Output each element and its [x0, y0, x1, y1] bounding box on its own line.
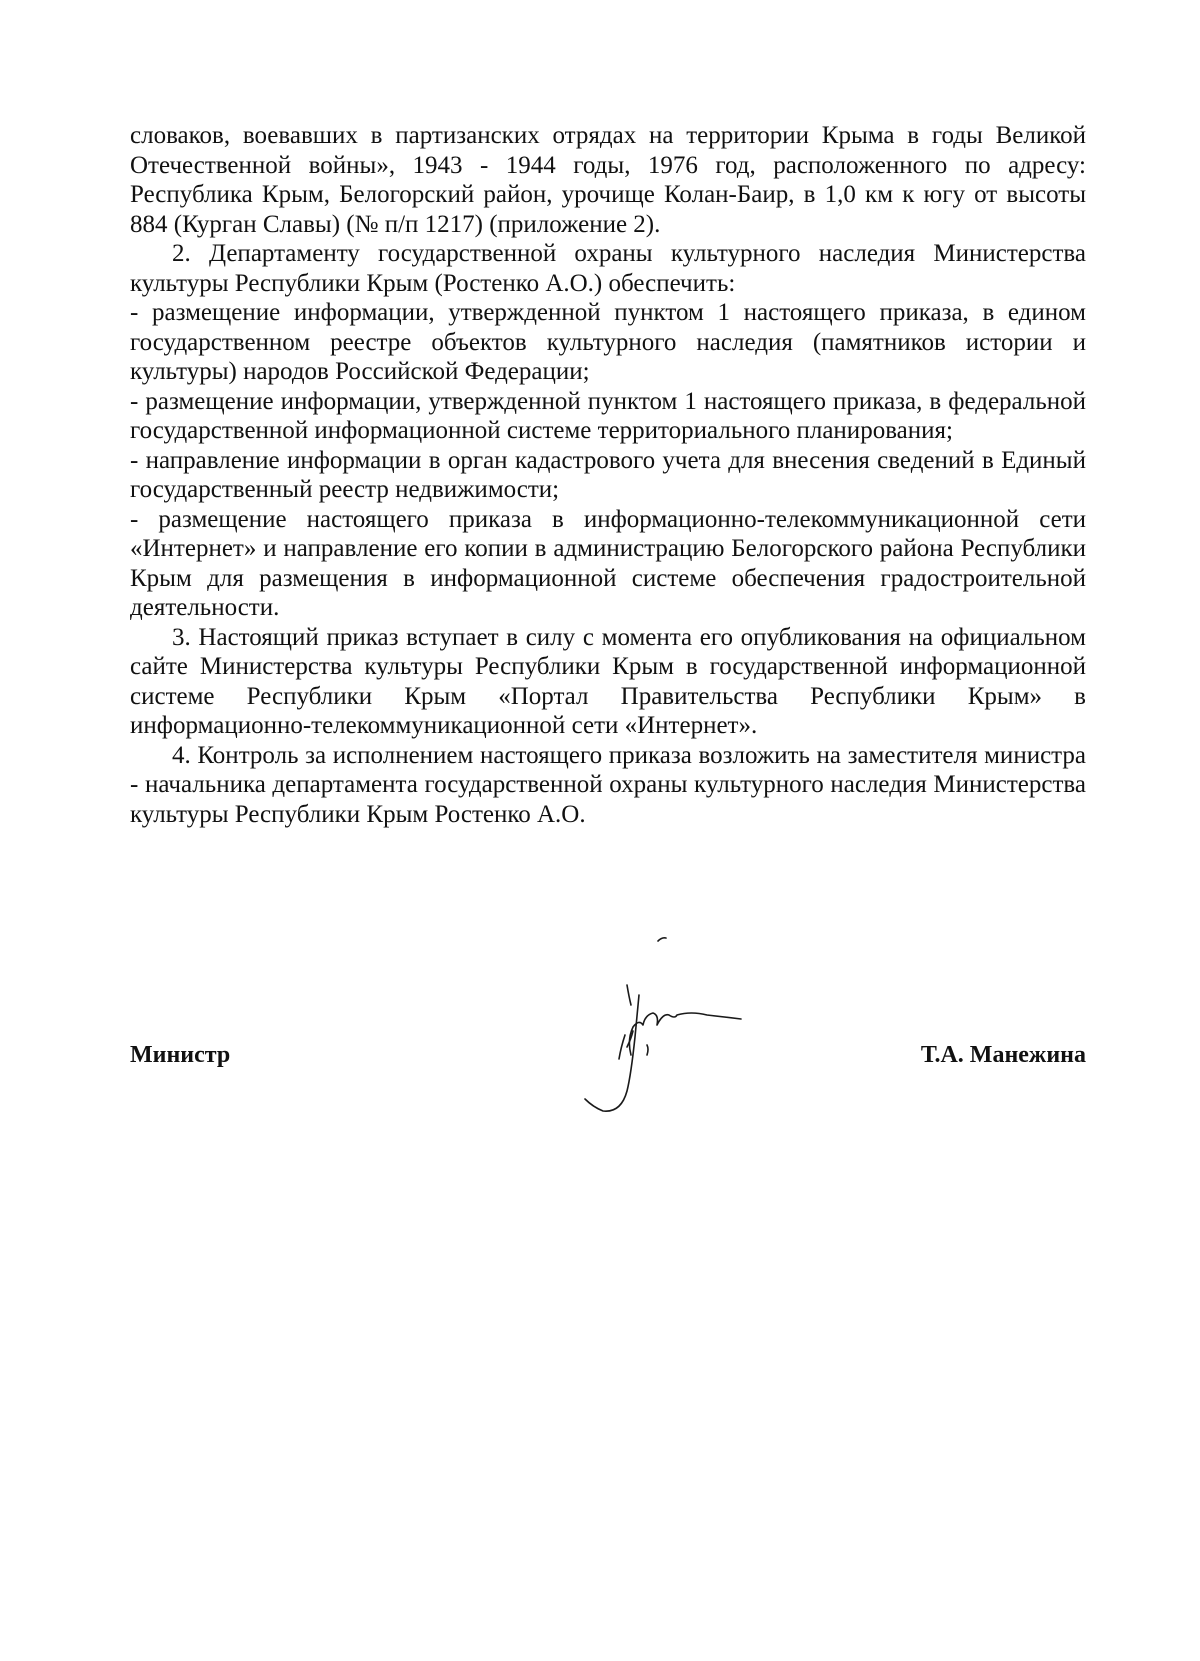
paragraph-dash-planning-system: - размещение информации, утвержденной пунктом 1 настоящего приказа, в федеральной государственной информационной системе территориального планирования;: [130, 387, 1086, 444]
paragraph-dash-internet: - размещение настоящего приказа в информационно-телекоммуникационной сети «Интернет» и направление его копии в администрацию Белогорского района Республики Крым для размещения в информационной системе обеспечения градостроительной деятельности.: [130, 505, 1086, 621]
signatory-position: Министр: [130, 1042, 231, 1068]
paragraph-item-2: 2. Департаменту государственной охраны культурного наследия Министерства культуры Республики Крым (Ростенко А.О.) обеспечить:: [130, 240, 1086, 297]
paragraph-item-3: 3. Настоящий приказ вступает в силу с момента его опубликования на официальном сайте Министерства культуры Республики Крым в государственной информационной системе Республики Крым «Портал Правительства Республики Крым» в информационно-телекоммуникационной сети «Интернет».: [130, 623, 1086, 739]
paragraph-dash-cadastral: - направление информации в орган кадастрового учета для внесения сведений в Единый государственный реестр недвижимости;: [130, 446, 1086, 503]
document-body: [130, 121, 1086, 829]
paragraph-dash-registry: - размещение информации, утвержденной пунктом 1 настоящего приказа, в едином государственном реестре объектов культурного наследия (памятников истории и культуры) народов Российской Федерации;: [130, 299, 1086, 385]
signatory-name: Т.А. Манежина: [920, 1042, 1086, 1068]
paragraph-continuation: словаков, воевавших в партизанских отрядах на территории Крыма в годы Великой Отечественной войны», 1943 - 1944 годы, 1976 год, расположенного по адресу: Республика Крым, Белогорский район, урочище Колан-Баир, в 1,0 км к югу от высоты 884 (Курган Славы) (№ п/п 1217) (приложение 2).: [130, 122, 1086, 238]
signature-block: [130, 1040, 1086, 1070]
paragraph-item-4: 4. Контроль за исполнением настоящего приказа возложить на заместителя министра - начальника департамента государственной охраны культурного наследия Министерства культуры Республики Крым Ростенко А.О.: [130, 741, 1086, 828]
